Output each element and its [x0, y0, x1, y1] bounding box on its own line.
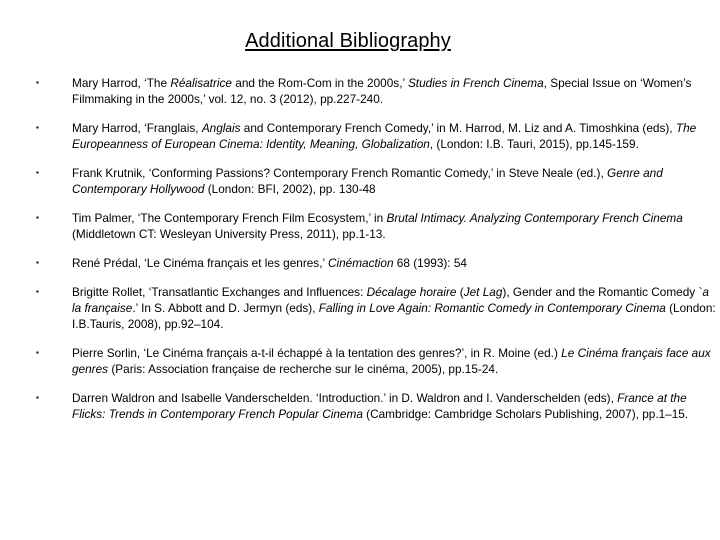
reference-segment: Tim Palmer, ‘The Contemporary French Film Ecosystem,’ in: [72, 211, 387, 225]
reference-text: [72, 166, 663, 196]
bullet-icon: ▪: [36, 258, 39, 267]
reference-segment: .’ In S. Abbott and D. Jermyn (eds),: [132, 301, 319, 315]
reference-title: Le Cinéma français face aux genres: [72, 346, 711, 376]
reference-title: Décalage horaire: [366, 285, 457, 299]
reference-segment: (: [456, 285, 464, 299]
bullet-icon: ▪: [36, 348, 39, 357]
bibliography-item: [36, 284, 716, 332]
bibliography-item: [36, 165, 716, 197]
bullet-icon: ▪: [36, 213, 39, 222]
reference-title: Studies in French Cinema: [407, 76, 544, 90]
reference-title: The Europeanness of European Cinema: Identity, Meaning, Globalization: [72, 121, 697, 151]
reference-title: Brutal Intimacy. Analyzing Contemporary French Cinema: [386, 211, 683, 225]
page-title: Additional Bibliography: [245, 30, 451, 52]
bullet-icon: ▪: [36, 168, 39, 177]
reference-segment: Darren Waldron and Isabelle Vanderschelden. ‘Introduction.’ in D. Waldron and I. Vanderschelden (eds),: [72, 391, 618, 405]
reference-title: France at the Flicks: Trends in Contemporary French Popular Cinema: [72, 391, 687, 421]
reference-text: [72, 121, 696, 151]
reference-segment: (Middletown CT: Wesleyan University Press, 2011), pp.1-13.: [72, 227, 386, 241]
reference-title: Falling in Love Again: Romantic Comedy in Contemporary Cinema: [318, 301, 666, 315]
reference-title: Anglais: [201, 121, 241, 135]
bullet-icon: ▪: [36, 393, 39, 402]
bullet-icon: ▪: [36, 287, 39, 296]
reference-segment: Frank Krutnik, ‘Conforming Passions? Contemporary French Romantic Comedy,’ in Steve Neale (ed.),: [72, 166, 608, 180]
reference-title: Cinémaction: [327, 256, 394, 270]
reference-segment: René Prédal, ‘Le Cinéma français et les genres,’: [72, 256, 328, 270]
bibliography-item: [36, 255, 716, 271]
reference-segment: Mary Harrod, ‘The: [72, 76, 171, 90]
reference-title: Genre and Contemporary Hollywood: [72, 166, 663, 196]
reference-text: [72, 391, 688, 421]
reference-segment: ), Gender and the Romantic Comedy `: [502, 285, 703, 299]
reference-text: [72, 346, 711, 376]
reference-segment: Mary Harrod, ‘Franglais,: [72, 121, 202, 135]
reference-segment: , (London: I.B. Tauri, 2015), pp.145-159.: [429, 137, 639, 151]
reference-title: a la française: [72, 285, 709, 315]
bibliography-item: [36, 75, 716, 107]
reference-segment: 68 (1993): 54: [393, 256, 467, 270]
reference-segment: (Cambridge: Cambridge Scholars Publishing, 2007), pp.1–15.: [362, 407, 689, 421]
bibliography-item: [36, 120, 716, 152]
bullet-icon: ▪: [36, 78, 39, 87]
reference-title: Réalisatrice: [170, 76, 232, 90]
bullet-icon: ▪: [36, 123, 39, 132]
reference-segment: Pierre Sorlin, ‘Le Cinéma français a-t-il échappé à la tentation des genres?’, in R. Moine (ed.): [72, 346, 562, 360]
reference-segment: Brigitte Rollet, ‘Transatlantic Exchanges and Influences:: [72, 285, 367, 299]
bibliography-item: [36, 390, 716, 422]
reference-text: [72, 285, 716, 331]
reference-segment: and Contemporary French Comedy,’ in M. Harrod, M. Liz and A. Timoshkina (eds),: [240, 121, 676, 135]
reference-text: [72, 211, 683, 241]
bibliography-item: [36, 345, 716, 377]
reference-segment: (Paris: Association française de recherche sur le cinéma, 2005), pp.15-24.: [108, 362, 499, 376]
reference-segment: (London: I.B.Tauris, 2008), pp.92–104.: [72, 301, 716, 331]
reference-segment: and the Rom-Com in the 2000s,’: [231, 76, 408, 90]
reference-text: [72, 256, 467, 270]
reference-segment: (London: BFI, 2002), pp. 130-48: [204, 182, 376, 196]
reference-title: Jet Lag: [463, 285, 503, 299]
bibliography-list: [36, 75, 716, 435]
reference-segment: , Special Issue on ‘Women’s Filmmaking in the 2000s,’ vol. 12, no. 3 (2012), pp.227-240.: [72, 76, 692, 106]
bibliography-item: [36, 210, 716, 242]
reference-text: [72, 76, 691, 106]
